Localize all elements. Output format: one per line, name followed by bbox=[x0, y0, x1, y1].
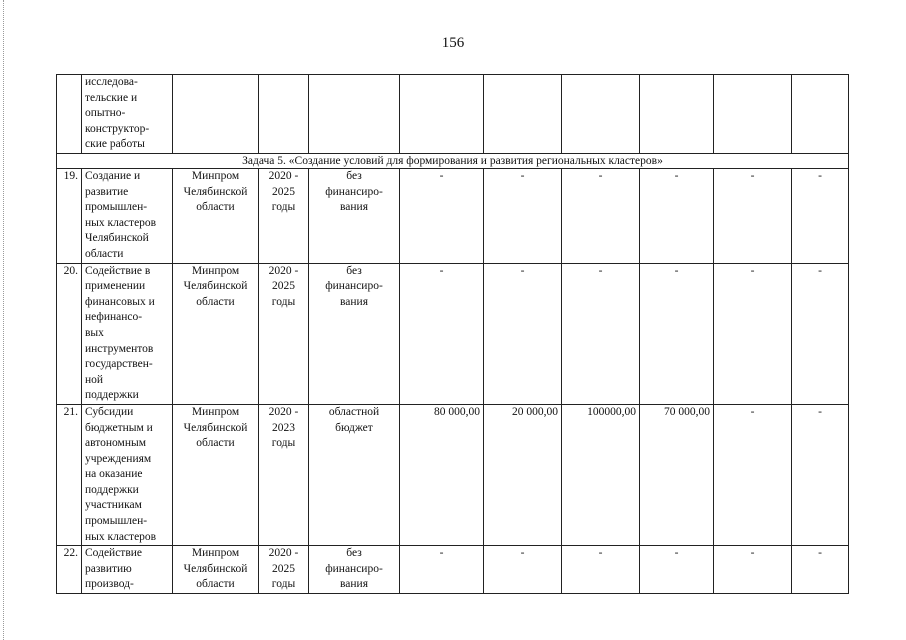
measure-name-text: исследова- тельские и опытно- конструктор- ские работы bbox=[85, 76, 150, 151]
cell-value-text: - bbox=[674, 264, 679, 277]
cell-num bbox=[57, 546, 82, 594]
cell-value bbox=[792, 546, 849, 594]
cell-value bbox=[714, 169, 792, 264]
cell-value bbox=[640, 169, 714, 264]
cell-term bbox=[259, 404, 309, 545]
cell-value-text: - bbox=[818, 170, 822, 182]
cell-num-text: 20. bbox=[63, 264, 78, 277]
table-body-rows bbox=[57, 169, 849, 594]
cell-source-text: без финансиро- вания bbox=[325, 264, 383, 308]
cell-value bbox=[792, 404, 849, 545]
cell-num bbox=[57, 404, 82, 545]
cell-num bbox=[57, 263, 82, 404]
cell-value-text: - bbox=[520, 547, 525, 560]
cell-value-text: 80 000,00 bbox=[434, 405, 480, 418]
table-row bbox=[57, 169, 849, 264]
cell-value bbox=[640, 75, 714, 154]
cell-executor bbox=[173, 263, 259, 404]
cell-executor-text: Минпром Челябинской области bbox=[183, 264, 248, 308]
cell-value bbox=[562, 404, 640, 545]
cell-value bbox=[400, 546, 484, 594]
cell-value bbox=[714, 263, 792, 404]
page-number: 156 bbox=[441, 35, 465, 51]
cell-value bbox=[484, 546, 562, 594]
cell-value bbox=[562, 263, 640, 404]
cell-executor bbox=[173, 404, 259, 545]
cell-measure-name bbox=[82, 546, 173, 594]
cell-value-text: - bbox=[750, 170, 755, 182]
cell-executor bbox=[173, 75, 259, 154]
cell-value-text: - bbox=[598, 170, 603, 182]
cell-value-text: - bbox=[439, 547, 444, 560]
cell-num-text: 21. bbox=[63, 405, 78, 418]
cell-measure-name bbox=[82, 169, 173, 264]
cell-value bbox=[562, 169, 640, 264]
cell-source-text: областной бюджет bbox=[328, 405, 380, 434]
cell-value bbox=[792, 75, 849, 154]
cell-source bbox=[309, 169, 400, 264]
table-row bbox=[57, 404, 849, 545]
cell-num-text: 22. bbox=[63, 547, 78, 560]
cell-measure-name bbox=[82, 263, 173, 404]
cell-value-text: - bbox=[520, 170, 525, 182]
cell-term bbox=[259, 546, 309, 594]
cell-value bbox=[484, 404, 562, 545]
cell-value bbox=[640, 404, 714, 545]
cell-executor-text: Минпром Челябинской области bbox=[183, 547, 248, 591]
cell-value bbox=[562, 75, 640, 154]
cell-executor bbox=[173, 546, 259, 594]
cell-value bbox=[640, 546, 714, 594]
cell-value-text: - bbox=[674, 170, 679, 182]
cell-value bbox=[400, 75, 484, 154]
cell-source-text: без финансиро- вания bbox=[325, 170, 383, 214]
cell-value bbox=[792, 169, 849, 264]
table-row-continuation bbox=[57, 75, 849, 154]
cell-value bbox=[400, 404, 484, 545]
cell-value bbox=[400, 169, 484, 264]
cell-value bbox=[714, 546, 792, 594]
cell-source bbox=[309, 75, 400, 154]
cell-value bbox=[400, 263, 484, 404]
program-measures-table bbox=[56, 74, 849, 594]
cell-value bbox=[792, 263, 849, 404]
cell-measure-name bbox=[82, 75, 173, 154]
cell-source bbox=[309, 263, 400, 404]
cell-value bbox=[562, 546, 640, 594]
task-header: Задача 5. «Создание условий для формирования и развития региональных кластеров» bbox=[57, 154, 849, 169]
cell-executor-text: Минпром Челябинской области bbox=[183, 170, 248, 214]
cell-source bbox=[309, 404, 400, 545]
cell-term bbox=[259, 263, 309, 404]
cell-source bbox=[309, 546, 400, 594]
cell-num bbox=[57, 75, 82, 154]
cell-value-text: - bbox=[439, 264, 444, 277]
cell-value-text: - bbox=[818, 547, 822, 560]
cell-value-text: 100000,00 bbox=[587, 405, 636, 418]
cell-value-text: - bbox=[750, 405, 755, 418]
cell-num-text: 19. bbox=[63, 170, 78, 182]
cell-value bbox=[640, 263, 714, 404]
cell-value bbox=[714, 75, 792, 154]
task-header-row bbox=[57, 154, 849, 169]
cell-measure-name-text: Содействие в применении финансовых и нефинансо- вых инструментов государствен- ной поддержки bbox=[85, 264, 155, 402]
cell-value bbox=[484, 75, 562, 154]
cell-value-text: 70 000,00 bbox=[664, 405, 710, 418]
cell-value bbox=[714, 404, 792, 545]
scan-edge-line bbox=[3, 0, 5, 640]
cell-measure-name-text: Создание и развитие промышлен- ных кластеров Челябинской области bbox=[85, 170, 157, 260]
cell-term-text: 2020 - 2023 годы bbox=[268, 405, 299, 450]
cell-source-text: без финансиро- вания bbox=[325, 547, 383, 591]
cell-term-text: 2020 - 2025 годы bbox=[268, 547, 299, 591]
cell-value bbox=[484, 169, 562, 264]
cell-executor-text: Минпром Челябинской области bbox=[183, 405, 248, 450]
cell-num bbox=[57, 169, 82, 264]
cell-value-text: - bbox=[750, 264, 755, 277]
cell-measure-name-text: Субсидии бюджетным и автономным учреждениям на оказание поддержки участникам промышлен- ных кластеров bbox=[85, 405, 157, 543]
cell-value-text: - bbox=[818, 264, 822, 277]
cell-value-text: - bbox=[818, 405, 822, 418]
cell-value-text: - bbox=[674, 547, 679, 560]
cell-value-text: - bbox=[520, 264, 525, 277]
cell-value-text: - bbox=[598, 547, 603, 560]
cell-term bbox=[259, 169, 309, 264]
table-row bbox=[57, 263, 849, 404]
cell-value-text: - bbox=[439, 170, 444, 182]
cell-measure-name bbox=[82, 404, 173, 545]
cell-value bbox=[484, 263, 562, 404]
cell-value-text: - bbox=[750, 547, 755, 560]
cell-value-text: - bbox=[598, 264, 603, 277]
cell-term-text: 2020 - 2025 годы bbox=[268, 170, 299, 214]
table-row bbox=[57, 546, 849, 594]
cell-value-text: 20 000,00 bbox=[512, 405, 558, 418]
cell-term bbox=[259, 75, 309, 154]
cell-measure-name-text: Содействие развитию производ- bbox=[85, 547, 143, 591]
cell-term-text: 2020 - 2025 годы bbox=[268, 264, 299, 308]
cell-executor bbox=[173, 169, 259, 264]
